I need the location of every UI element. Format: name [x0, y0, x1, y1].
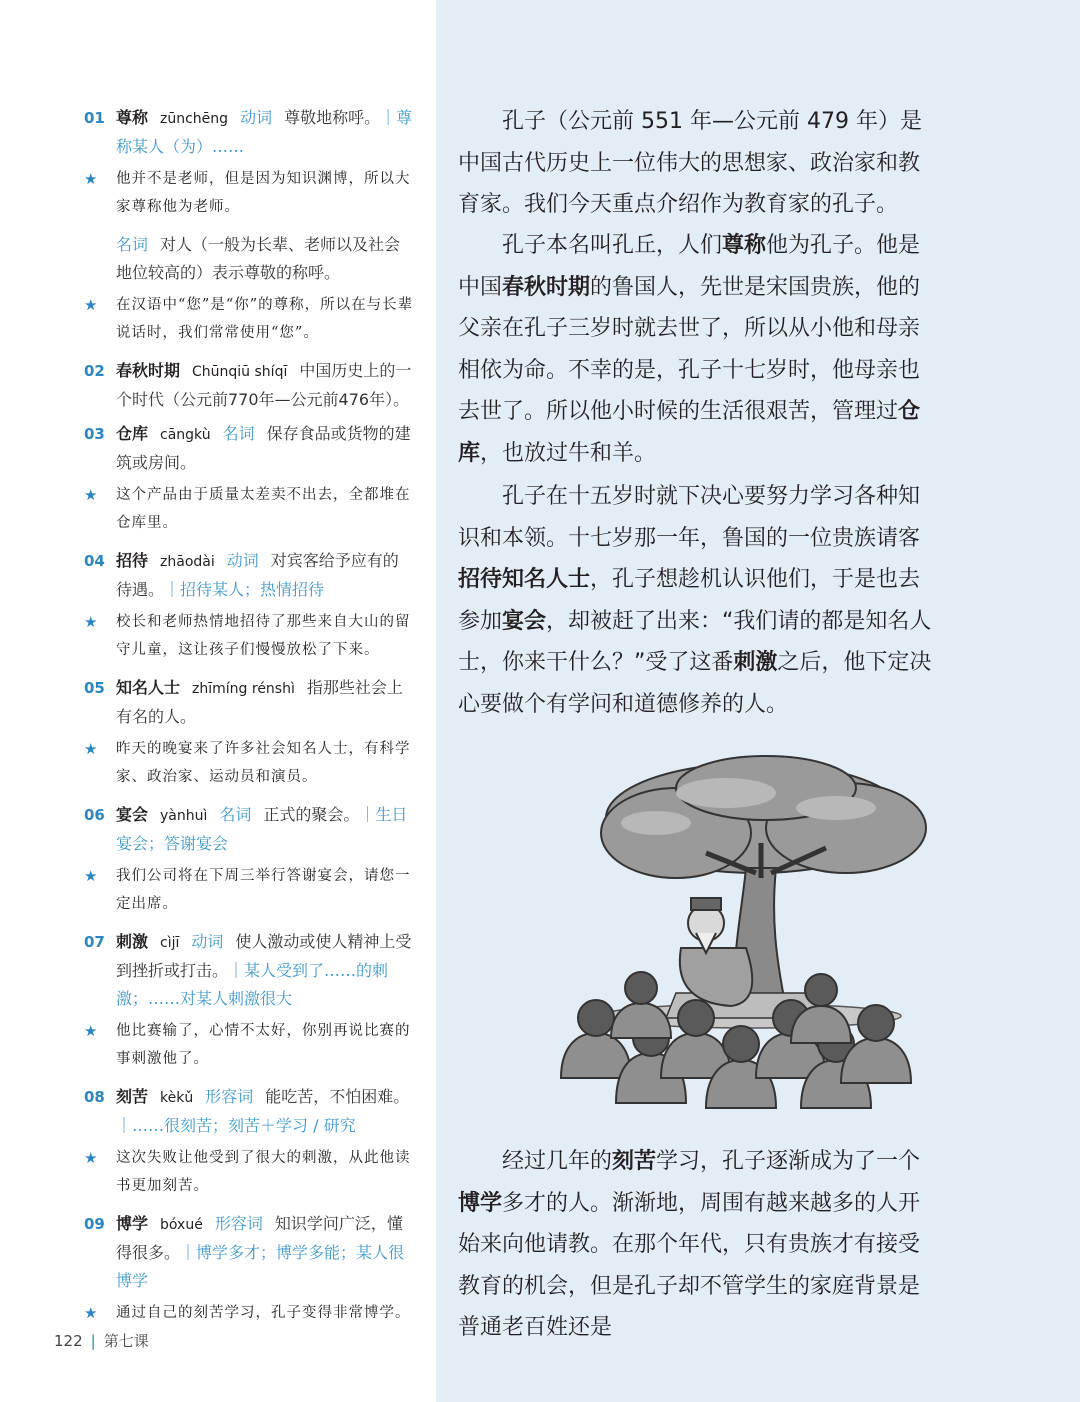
page-footer — [54, 1330, 149, 1351]
vocab-pinyin: yànhuì — [160, 808, 208, 824]
vocab-pos: 动词 — [191, 932, 224, 951]
vocab-example: ★ 校长和老师热情地招待了那些来自大山的留守儿童，这让孩子们慢慢放松了下来。 — [84, 608, 414, 664]
star-icon: ★ — [84, 613, 99, 631]
vocab-collocation: ｜博学多才；博学多能；某人很博学 — [116, 1243, 405, 1290]
vocab-pinyin: cāngkù — [160, 427, 211, 443]
vocab-number: 08 — [84, 1088, 105, 1106]
vocab-number: 03 — [84, 425, 105, 443]
star-icon: ★ — [84, 740, 99, 758]
vocab-number: 06 — [84, 806, 105, 824]
vocab-definition: 知识学问广泛，懂得很多。 — [116, 1214, 403, 1262]
keyword: 仓库 — [458, 399, 921, 466]
vocab-entry — [84, 420, 414, 477]
keyword: 博学 — [458, 1190, 503, 1216]
vocab-entry — [84, 674, 414, 731]
vocab-pos: 动词 — [226, 551, 259, 570]
vocab-sense-2 — [84, 231, 414, 287]
vocab-word: 知名人士 — [116, 678, 181, 697]
vocab-collocation: ｜生日宴会；答谢宴会 — [116, 805, 408, 853]
keyword: 招待知名人士 — [458, 567, 591, 592]
vocab-pos: 名词 — [222, 424, 255, 443]
vocab-word: 尊称 — [116, 108, 149, 127]
vocab-pos: 形容词 — [214, 1214, 263, 1233]
page-number: 122 — [54, 1332, 83, 1350]
vocab-definition: 中国历史上的一个时代（公元前770年—公元前476年）。 — [116, 361, 412, 409]
vocab-definition: 对人（一般为长辈、老师以及社会地位较高的）表示尊敬的称呼。 — [116, 235, 401, 282]
vocab-word: 刻苦 — [116, 1087, 149, 1106]
footer-divider: | — [90, 1332, 96, 1350]
vocab-pos: 名词 — [116, 235, 149, 254]
keyword: 春秋时期 — [502, 274, 591, 300]
confucius-teaching-illustration — [556, 748, 946, 1120]
vocab-example: ★ 这个产品由于质量太差卖不出去，全都堆在仓库里。 — [84, 481, 414, 537]
star-icon: ★ — [84, 867, 99, 885]
story-paragraph-1: 孔子（公元前 551 年—公元前 479 年）是中国古代历史上一位伟大的思想家、政治家和教育家。我们今天重点介绍作为教育家的孔子。 — [458, 109, 922, 217]
vocab-entry — [84, 801, 414, 858]
vocab-word: 宴会 — [116, 805, 149, 824]
keyword: 宴会 — [502, 608, 547, 634]
vocab-entry — [84, 547, 414, 604]
vocab-entry — [84, 928, 414, 1013]
star-icon: ★ — [84, 486, 99, 504]
vocab-pos: 形容词 — [205, 1087, 254, 1106]
vocab-pinyin: zūnchēng — [160, 111, 229, 127]
vocab-example: ★ 通过自己的刻苦学习，孔子变得非常博学。 — [84, 1299, 414, 1327]
vocab-example: ★ 他并不是老师，但是因为知识渊博，所以大家尊称他为老师。 — [84, 165, 414, 221]
story-paragraph-3: 孔子在十五岁时就下决心要努力学习各种知识和本领。十七岁那一年，鲁国的一位贵族请客招待知名人士，孔子想趁机认识他们，于是也去参加宴会，却被赶了出来：“我们请的都是知名人士，你来干什么？”受了这番刺激之后，他下定决心要做个有学问和道德修养的人。 — [458, 484, 932, 717]
story-paragraph-4: 经过几年的刻苦学习，孔子逐渐成为了一个博学多才的人。渐渐地，周围有越来越多的人开始来向他请教。在那个年代，只有贵族才有接受教育的机会，但是孔子却不管学生的家庭背景是普通老百姓还是 — [458, 1149, 921, 1340]
vocab-pinyin: zhīmíng rénshì — [192, 681, 295, 697]
star-icon: ★ — [84, 1022, 99, 1040]
vocab-pinyin: Chūnqiū shíqī — [192, 364, 288, 380]
keyword: 刻苦 — [612, 1149, 657, 1174]
vocab-definition: 使人激动或使人精神上受到挫折或打击。 — [116, 932, 412, 980]
vocab-entry — [84, 357, 414, 414]
vocab-number: 01 — [84, 109, 105, 127]
vocab-number: 05 — [84, 679, 105, 697]
vocab-pinyin: bóxué — [160, 1217, 203, 1233]
vocab-word: 博学 — [116, 1214, 149, 1233]
star-icon: ★ — [84, 296, 99, 314]
keyword: 刺激 — [733, 650, 778, 675]
vocab-number: 02 — [84, 362, 105, 380]
vocab-number: 09 — [84, 1215, 105, 1233]
vocab-definition: 保存食品或货物的建筑或房间。 — [116, 424, 411, 472]
story-paragraph-2: 孔子本名叫孔丘，人们尊称他为孔子。他是中国春秋时期的鲁国人，先世是宋国贵族，他的父亲在孔子三岁时就去世了，所以从小他和母亲相依为命。不幸的是，孔子十七岁时，他母亲也去世了。所以他小时候的生活很艰苦，管理过仓库，也放过牛和羊。 — [458, 233, 921, 466]
vocab-collocation: ｜招待某人；热情招待 — [164, 580, 325, 599]
vocab-word: 刺激 — [116, 932, 149, 951]
vocab-entry — [84, 104, 414, 161]
star-icon: ★ — [84, 170, 99, 188]
vocab-example: ★ 在汉语中“您”是“你”的尊称，所以在与长辈说话时，我们常常使用“您”。 — [84, 291, 414, 347]
lesson-label: 第七课 — [103, 1332, 149, 1350]
star-icon: ★ — [84, 1304, 99, 1322]
vocab-collocation: ｜……很刻苦；刻苦＋学习 / 研究 — [116, 1116, 356, 1135]
vocab-example: ★ 昨天的晚宴来了许多社会知名人士，有科学家、政治家、运动员和演员。 — [84, 735, 414, 791]
vocab-definition: 尊敬地称呼。 — [284, 108, 381, 127]
vocab-pinyin: zhāodài — [160, 554, 215, 570]
vocab-number: 04 — [84, 552, 105, 570]
vocab-word: 春秋时期 — [116, 361, 181, 380]
vocab-word: 招待 — [116, 551, 149, 570]
vocab-definition: 对宾客给予应有的待遇。 — [116, 551, 399, 599]
vocab-entry — [84, 1210, 414, 1295]
vocab-example: ★ 他比赛输了，心情不太好，你别再说比赛的事刺激他了。 — [84, 1017, 414, 1073]
vocab-pinyin: cìjī — [160, 935, 180, 951]
star-icon: ★ — [84, 1149, 99, 1167]
vocab-number: 07 — [84, 933, 105, 951]
vocabulary-list — [84, 104, 414, 1337]
vocab-word: 仓库 — [116, 424, 149, 443]
vocab-example: ★ 我们公司将在下周三举行答谢宴会，请您一定出席。 — [84, 862, 414, 918]
vocab-collocation: ｜某人受到了……的刺激；……对某人刺激很大 — [116, 961, 389, 1008]
vocab-definition: 正式的聚会。 — [263, 805, 360, 824]
vocab-definition: 指那些社会上有名的人。 — [116, 678, 403, 726]
vocab-example: ★ 这次失败让他受到了很大的刺激，从此他读书更加刻苦。 — [84, 1144, 414, 1200]
keyword: 尊称 — [722, 233, 767, 258]
vocab-definition: 能吃苦，不怕困难。 — [265, 1087, 410, 1106]
vocab-pos: 动词 — [240, 108, 273, 127]
vocab-pinyin: kèkǔ — [160, 1090, 194, 1106]
vocab-entry — [84, 1083, 414, 1140]
vocab-pos: 名词 — [219, 805, 252, 824]
vocab-collocation: ｜尊称某人（为）…… — [116, 108, 413, 156]
